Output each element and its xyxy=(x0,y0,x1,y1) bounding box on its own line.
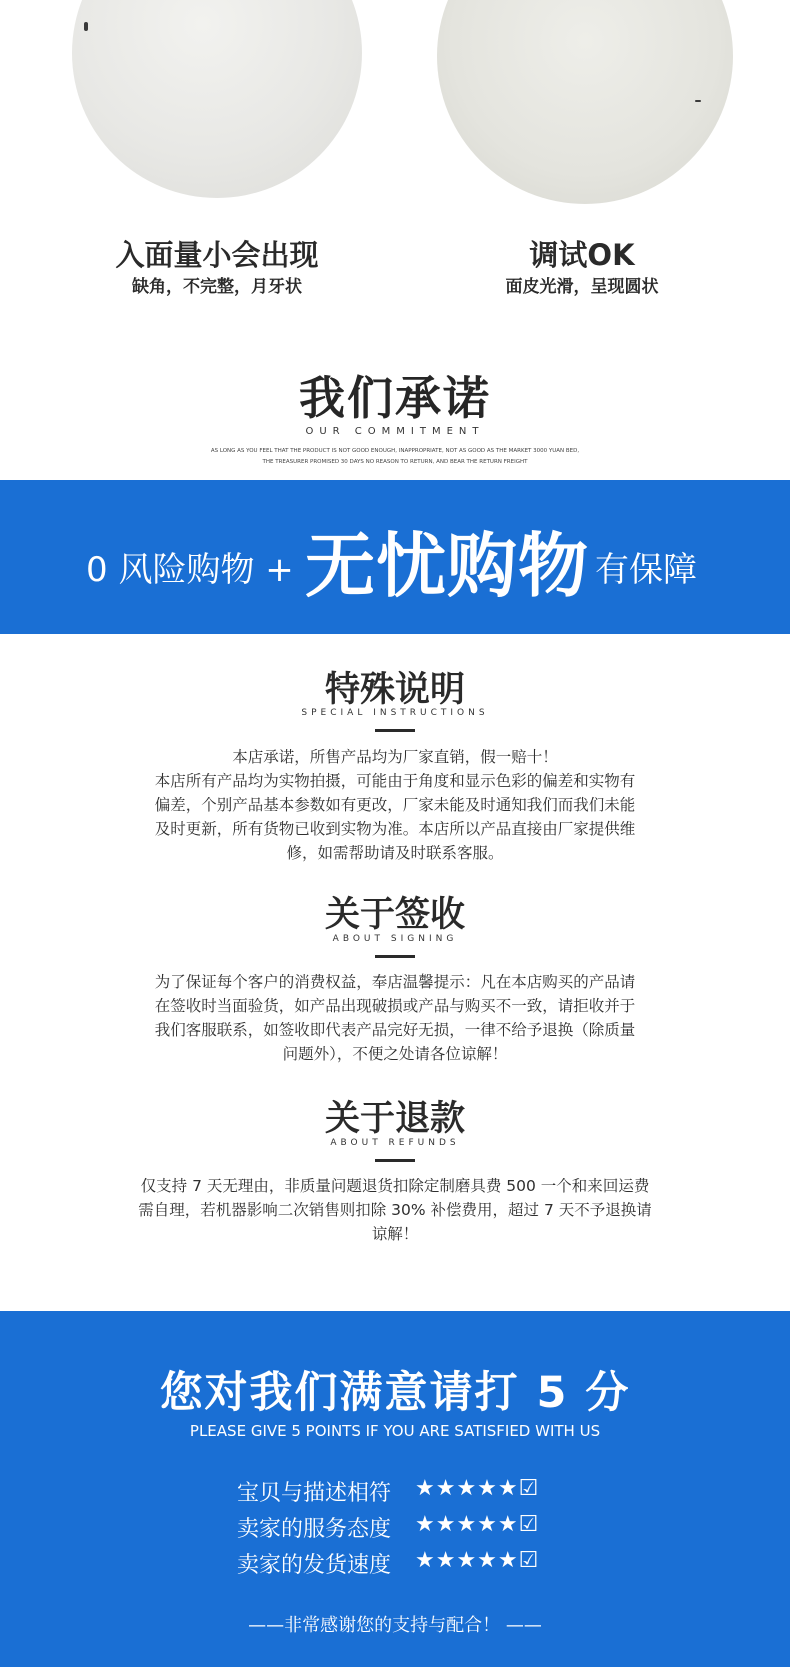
rating-row-description xyxy=(237,1476,597,1510)
rating-request-title: 您对我们满意请打 5 分 xyxy=(159,1368,631,1418)
comparison-left-title: 入面量小会出现 xyxy=(115,238,319,272)
body-line: 本店承诺，所售产品均为厂家直销，假一赔十！ xyxy=(232,748,558,766)
commitment-title: 我们承诺 xyxy=(299,371,491,425)
dough-image-smooth xyxy=(437,0,733,204)
fine-print-line: AS LONG AS YOU FEEL THAT THE PRODUCT IS NOT GOOD ENOUGH, INAPPROPRIATE, NOT AS GOOD AS THE MARKET 3000 YUAN BED, xyxy=(210,448,580,454)
banner-highlight: 无忧购物 xyxy=(305,525,589,607)
thank-you-note: ——非常感谢您的支持与配合！ —— xyxy=(248,1615,542,1636)
body-line: 及时更新，所有货物已收到实物为准。本店所以产品直接由厂家提供维 xyxy=(154,820,636,838)
dough-speck xyxy=(695,100,701,102)
body-line: 在签收时当面验货，如产品出现破损或产品与购买不一致，请拒收并于 xyxy=(154,997,636,1015)
comparison-right-subtitle: 面皮光滑，呈现圆状 xyxy=(505,277,659,297)
about-signing-body xyxy=(135,970,655,1066)
five-star-icon: ★★★★★☑ xyxy=(415,1476,540,1501)
body-line: 问题外），不便之处请各位谅解！ xyxy=(282,1045,508,1063)
body-line: 为了保证每个客户的消费权益，奉店温馨提示：凡在本店购买的产品请 xyxy=(154,973,636,991)
rating-row-shipping xyxy=(237,1548,597,1582)
five-star-icon: ★★★★★☑ xyxy=(415,1512,540,1537)
section-divider xyxy=(375,1159,415,1162)
commitment-fine-print xyxy=(195,446,595,468)
section-divider xyxy=(375,955,415,958)
section-divider xyxy=(375,729,415,732)
about-refunds-title: 关于退款 xyxy=(324,1099,465,1139)
special-instructions-subtitle-en: SPECIAL INSTRUCTIONS xyxy=(301,708,489,718)
special-instructions-body xyxy=(135,745,655,865)
worry-free-banner xyxy=(0,480,790,634)
rating-label: 卖家的服务态度 xyxy=(237,1517,392,1542)
fine-print-line: THE TREASURER PROMISED 30 DAYS NO REASON TO RETURN, AND BEAR THE RETURN FREIGHT xyxy=(262,459,528,465)
rating-footer xyxy=(0,1311,790,1667)
rating-label: 卖家的发货速度 xyxy=(237,1553,392,1578)
dough-image-incomplete xyxy=(72,0,362,198)
five-star-icon: ★★★★★☑ xyxy=(415,1548,540,1573)
rating-row-service xyxy=(237,1512,597,1546)
body-line: 我们客服联系，如签收即代表产品完好无损，一律不给予退换（除质量 xyxy=(154,1021,636,1039)
body-line: 谅解！ xyxy=(371,1225,419,1243)
comparison-left-subtitle: 缺角，不完整，月牙状 xyxy=(132,277,302,297)
about-signing-title: 关于签收 xyxy=(324,895,465,935)
special-instructions-title: 特殊说明 xyxy=(324,670,465,710)
body-line: 修，如需帮助请及时联系客服。 xyxy=(286,844,504,862)
commitment-subtitle-en: OUR COMMITMENT xyxy=(305,426,485,437)
about-refunds-subtitle-en: ABOUT REFUNDS xyxy=(330,1138,460,1148)
about-signing-subtitle-en: ABOUT SIGNING xyxy=(332,934,458,944)
body-line: 本店所有产品均为实物拍摄，可能由于角度和显示色彩的偏差和实物有 xyxy=(154,772,636,790)
dough-speck xyxy=(84,22,88,31)
body-line: 仅支持 7 天无理由，非质量问题退货扣除定制磨具费 500 一个和来回运费 xyxy=(140,1177,650,1195)
body-line: 需自理，若机器影响二次销售则扣除 30% 补偿费用，超过 7 天不予退换请 xyxy=(138,1201,652,1219)
comparison-right-title: 调试OK xyxy=(529,238,635,272)
rating-request-subtitle-en: PLEASE GIVE 5 POINTS IF YOU ARE SATISFIED WITH US xyxy=(189,1422,601,1440)
banner-prefix: 0 风险购物 + xyxy=(86,550,294,590)
about-refunds-body xyxy=(125,1174,665,1246)
banner-suffix: 有保障 xyxy=(595,550,697,590)
rating-label: 宝贝与描述相符 xyxy=(237,1481,392,1506)
body-line: 偏差，个别产品基本参数如有更改，厂家未能及时通知我们而我们未能 xyxy=(154,796,636,814)
dough-comparison xyxy=(0,0,790,330)
